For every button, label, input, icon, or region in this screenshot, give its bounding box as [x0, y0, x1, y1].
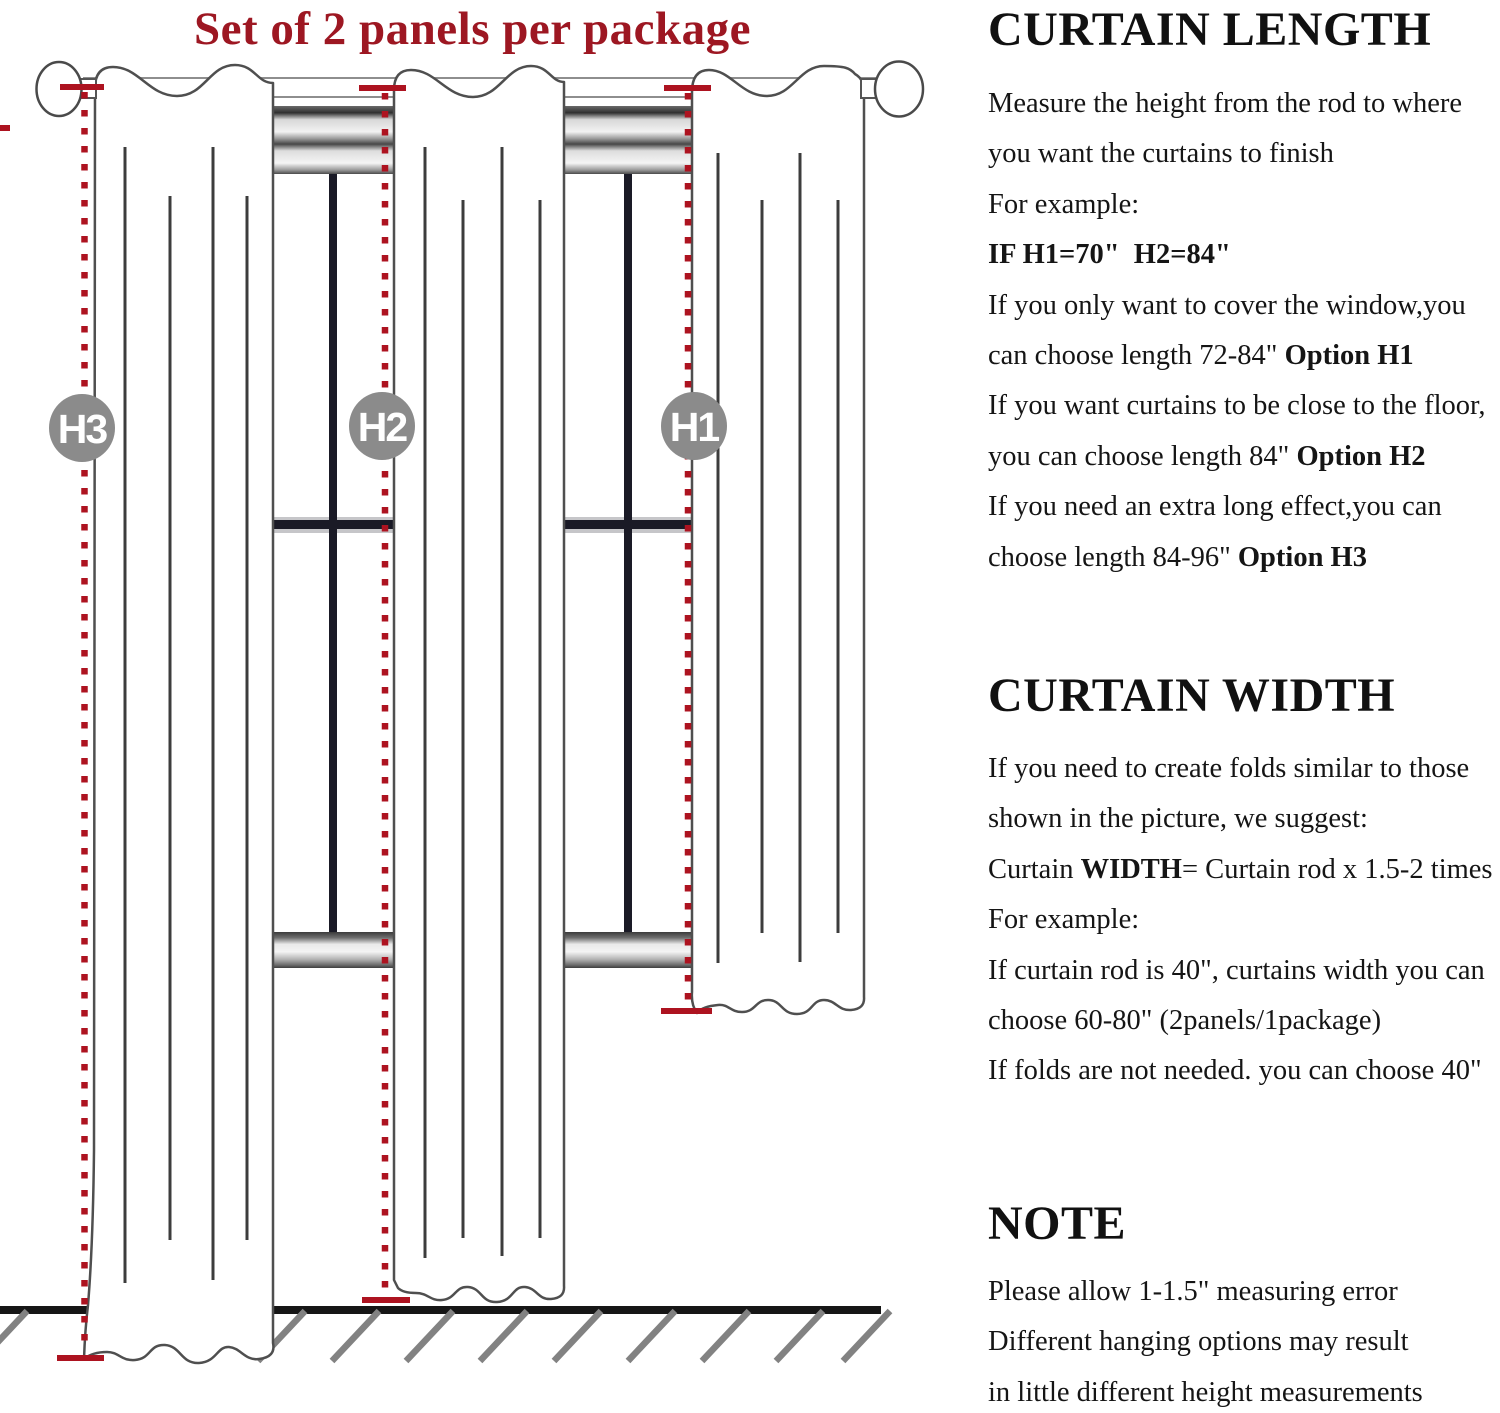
- text-line: Different hanging options may result: [988, 1326, 1409, 1358]
- text-line: Please allow 1-1.5" measuring error: [988, 1276, 1398, 1307]
- section-body-note: [988, 1267, 1423, 1413]
- window-mullion-left: [329, 174, 337, 932]
- badge-h2-label: H2: [357, 404, 407, 450]
- curtain-panels: [84, 65, 864, 1363]
- text-line: choose 60-80" (2panels/1package): [988, 1004, 1382, 1036]
- section-heading-curtain-width: CURTAIN WIDTH: [988, 669, 1396, 722]
- section-heading-note: NOTE: [988, 1197, 1127, 1250]
- curtain-panel-h3: [84, 65, 273, 1363]
- text-line: If curtain rod is 40", curtains width you can: [988, 954, 1485, 986]
- instructions-column: [988, 0, 1500, 1413]
- badge-h1-label: H1: [669, 404, 719, 450]
- text-line: you can choose length 84" Option H2: [988, 440, 1426, 472]
- text-line: in little different height measurements: [988, 1376, 1423, 1408]
- section-heading-curtain-length: CURTAIN LENGTH: [988, 3, 1432, 56]
- text-line: Measure the height from the rod to where: [988, 88, 1463, 119]
- text-line: choose length 84-96" Option H3: [988, 541, 1367, 573]
- window-mullion-right: [624, 174, 632, 932]
- text-line: shown in the picture, we suggest:: [988, 803, 1368, 835]
- section-body-curtain-width: [988, 744, 1493, 1097]
- text-line: If you need an extra long effect,you can: [988, 491, 1442, 523]
- text-line: Curtain WIDTH= Curtain rod x 1.5-2 times: [988, 853, 1493, 885]
- text-line: For example:: [988, 188, 1140, 220]
- text-line: If you need to create folds similar to those: [988, 753, 1470, 784]
- diagram-title: Set of 2 panels per package: [193, 3, 752, 55]
- text-line: If you want curtains to be close to the floor,: [988, 390, 1486, 422]
- section-body-curtain-length: [988, 79, 1485, 583]
- badge-h3-label: H3: [57, 406, 107, 452]
- text-line: If folds are not needed. you can choose 40": [988, 1055, 1482, 1087]
- text-line: can choose length 72-84" Option H1: [988, 339, 1414, 371]
- finial-right: [875, 62, 923, 117]
- text-line: If you only want to cover the window,you: [988, 289, 1466, 321]
- text-line: IF H1=70" H2=84": [988, 239, 1231, 271]
- text-line: For example:: [988, 904, 1140, 936]
- text-line: you want the curtains to finish: [988, 138, 1334, 170]
